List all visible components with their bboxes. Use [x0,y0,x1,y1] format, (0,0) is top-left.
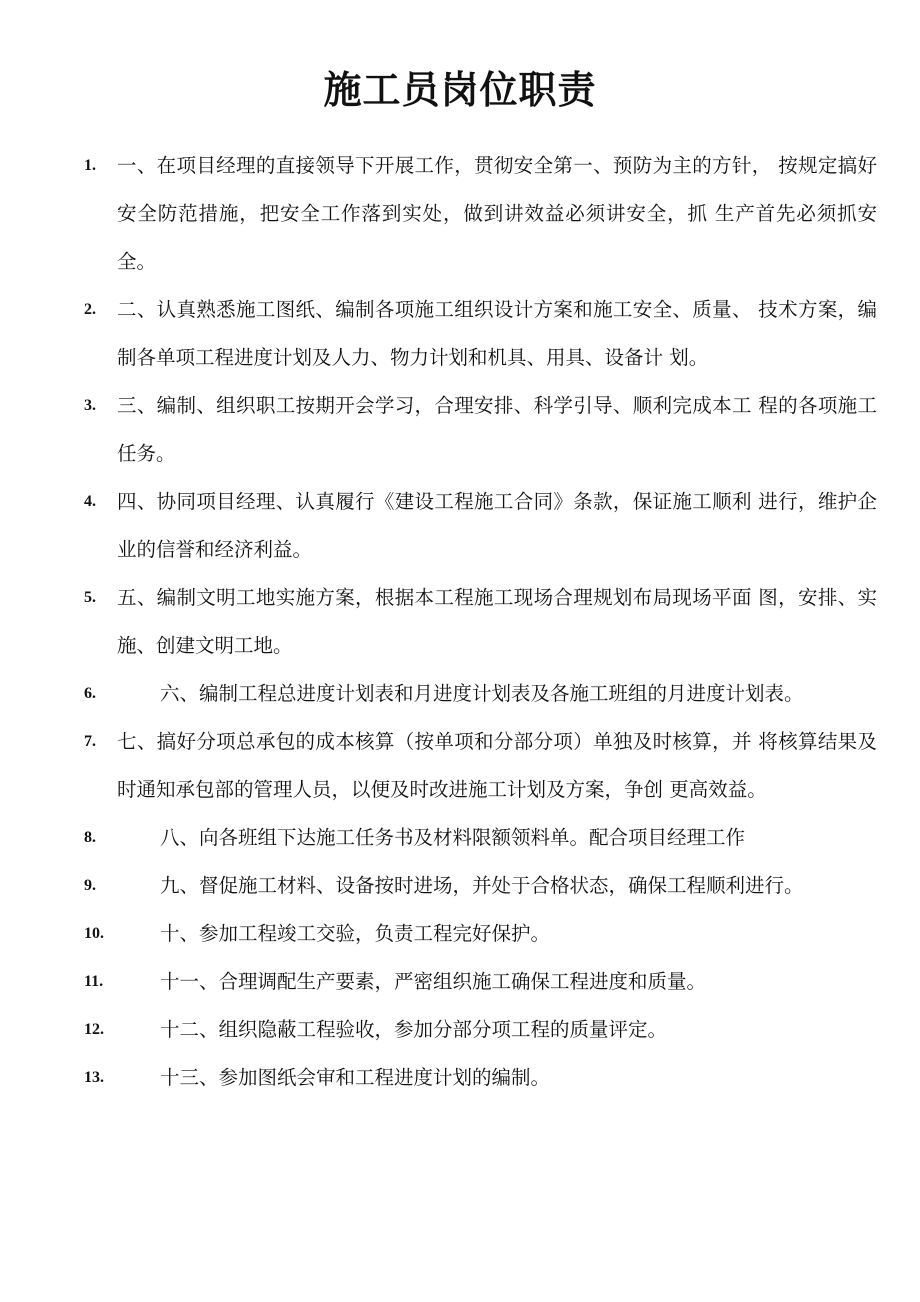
item-number: 13. [84,1069,104,1086]
list-item [0,574,920,670]
list-item [0,718,920,814]
item-number: 2. [84,301,96,318]
list-item [0,958,920,1006]
item-number: 10. [84,925,104,942]
item-text: 三、编制、组织职工按期开会学习，合理安排、科学引导、顺利完成本工 程的各项施工任务。 [117,394,877,465]
item-number: 11. [84,973,104,990]
item-text: 七、搞好分项总承包的成本核算（按单项和分部分项）单独及时核算，并 将核算结果及时通知承包部的管理人员，以便及时改进施工计划及方案，争创 更高效益。 [117,730,877,801]
item-text: 十一、合理调配生产要素，严密组织施工确保工程进度和质量。 [160,970,707,993]
item-text: 十三、参加图纸会审和工程进度计划的编制。 [160,1066,551,1089]
duty-list [0,142,920,1102]
item-number: 12. [84,1021,104,1038]
item-text: 五、编制文明工地实施方案，根据本工程施工现场合理规划布局现场平面 图，安排、实施、创建文明工地。 [117,586,877,657]
list-item [0,670,920,718]
list-item [0,142,920,286]
list-item [0,910,920,958]
item-text: 六、编制工程总进度计划表和月进度计划表及各施工班组的月进度计划表。 [160,682,804,705]
item-text: 一、在项目经理的直接领导下开展工作，贯彻安全第一、预防为主的方针， 按规定搞好安全防范措施，把安全工作落到实处，做到讲效益必须讲安全，抓 生产首先必须抓安全。 [117,154,877,273]
item-number: 8. [84,829,96,846]
list-item [0,478,920,574]
item-text: 八、向各班组下达施工任务书及材料限额领料单。配合项目经理工作 [160,826,746,849]
item-number: 9. [84,877,96,894]
list-item [0,814,920,862]
item-number: 5. [84,589,96,606]
list-item [0,286,920,382]
list-item [0,1006,920,1054]
list-item [0,1054,920,1102]
item-text: 十二、组织隐蔽工程验收，参加分部分项工程的质量评定。 [160,1018,668,1041]
item-number: 7. [84,733,96,750]
item-text: 十、参加工程竣工交验，负责工程完好保护。 [160,922,551,945]
item-text: 九、督促施工材料、设备按时进场，并处于合格状态，确保工程顺利进行。 [160,874,804,897]
list-item [0,382,920,478]
item-text: 四、协同项目经理、认真履行《建设工程施工合同》条款，保证施工顺利 进行，维护企业的信誉和经济利益。 [117,490,877,561]
list-item [0,862,920,910]
item-number: 3. [84,397,96,414]
page-title: 施工员岗位职责 [323,67,597,112]
item-text: 二、认真熟悉施工图纸、编制各项施工组织设计方案和施工安全、质量、 技术方案，编制各单项工程进度计划及人力、物力计划和机具、用具、设备计 划。 [117,298,877,369]
item-number: 6. [84,685,96,702]
item-number: 4. [84,493,96,510]
item-number: 1. [84,157,96,174]
